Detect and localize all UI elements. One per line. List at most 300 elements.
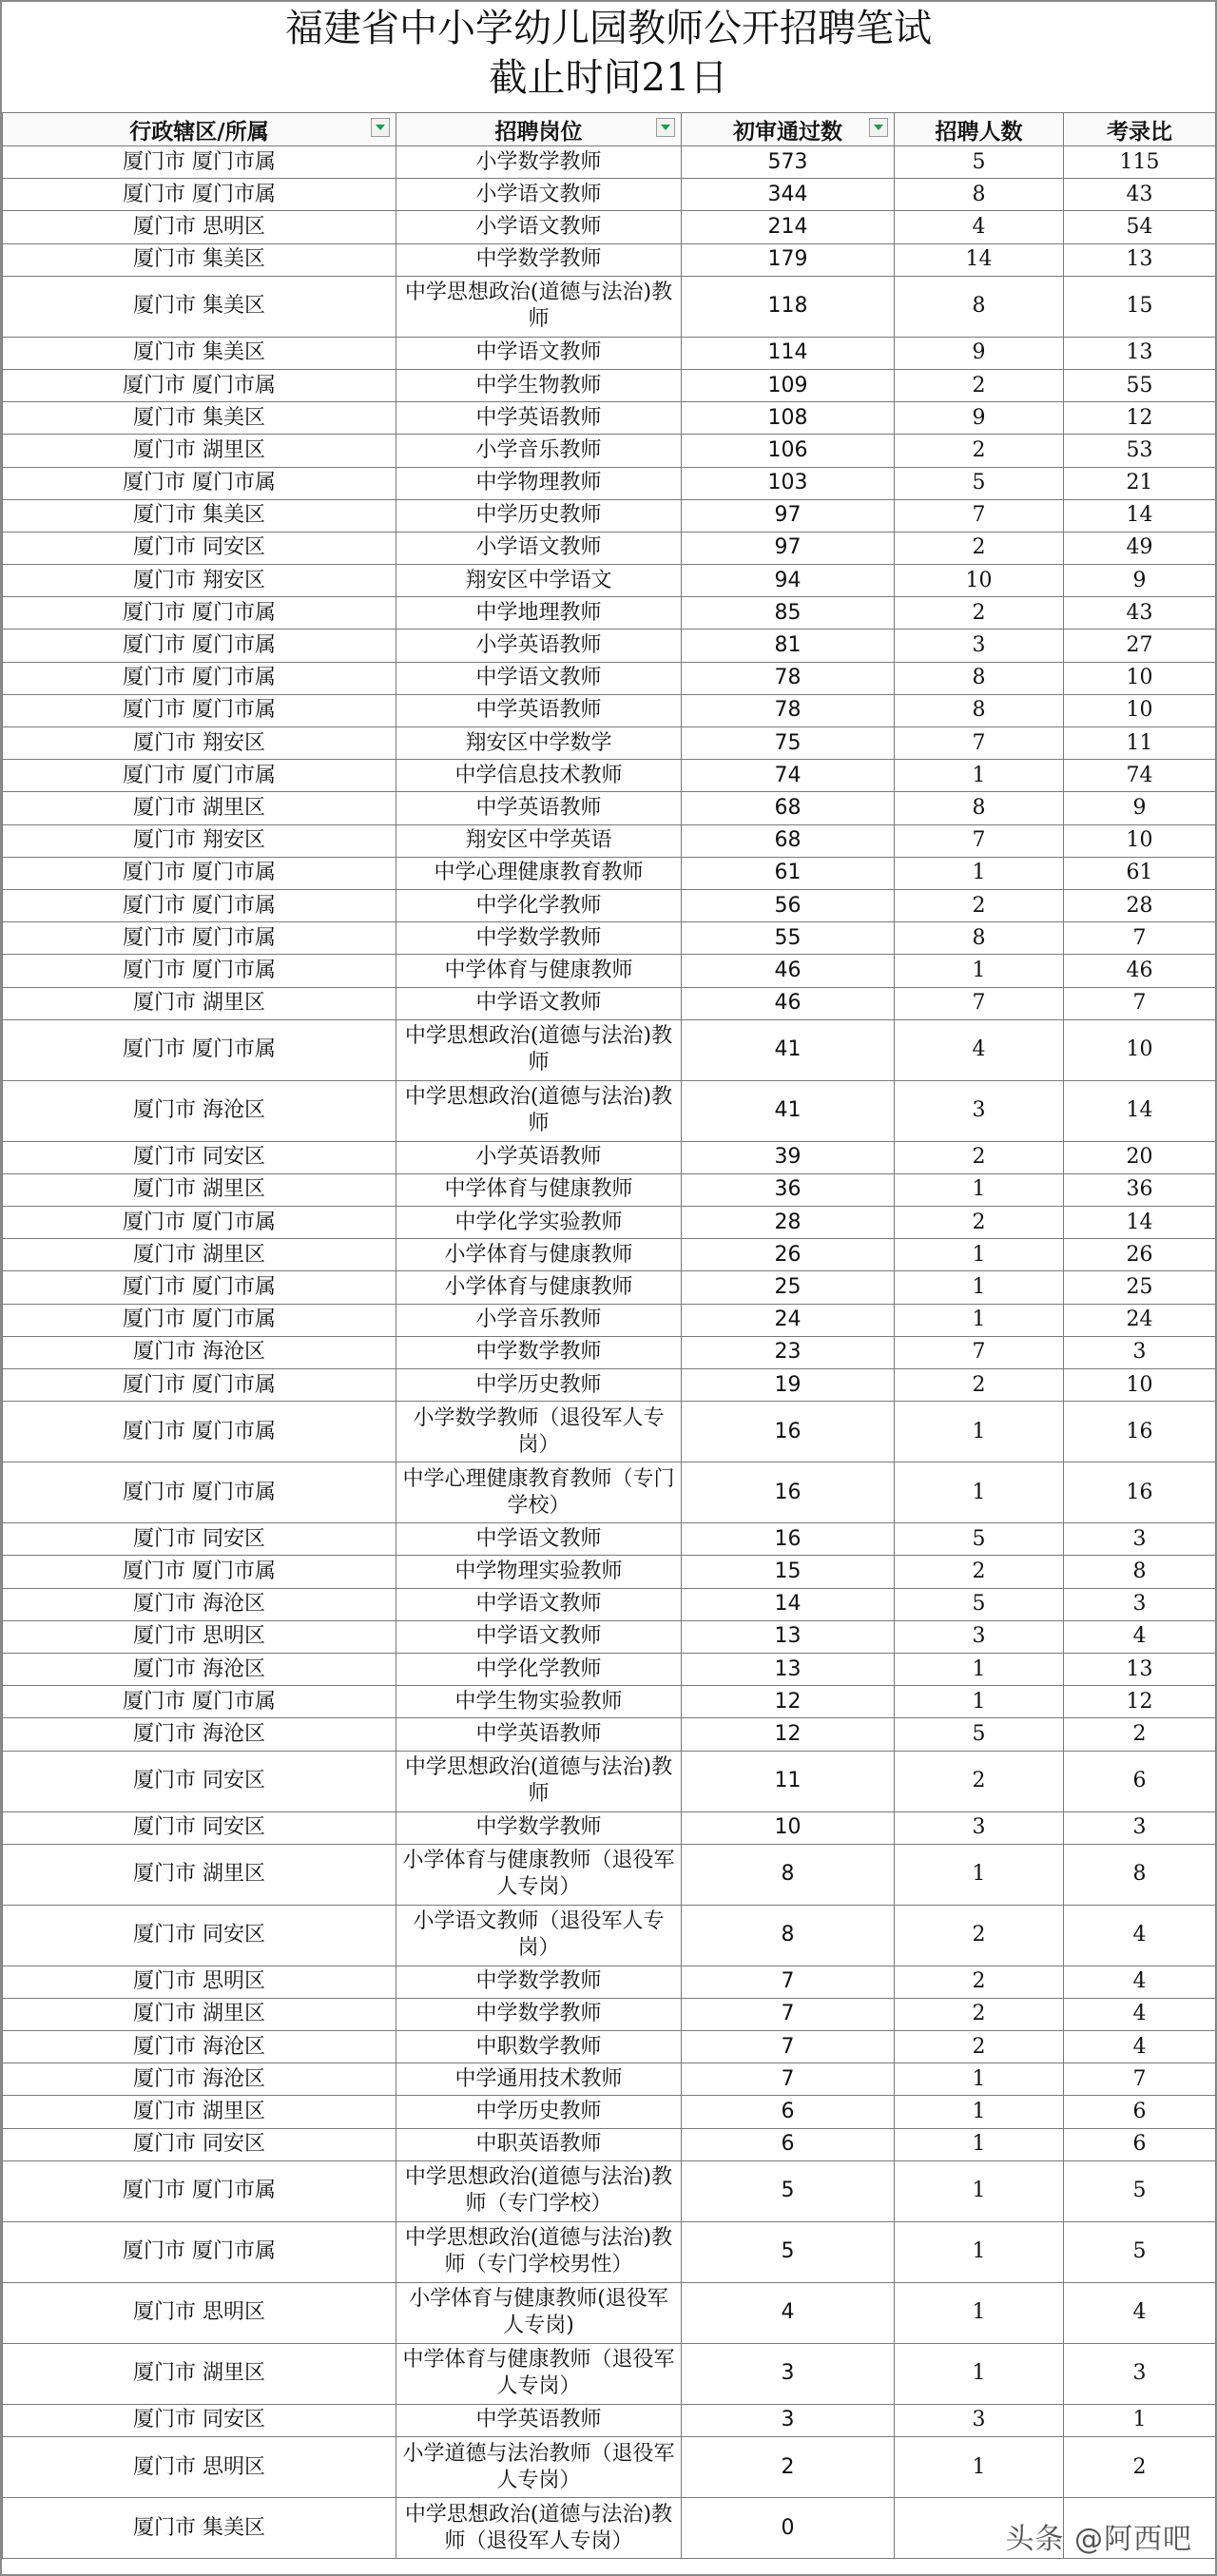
- cell-region[interactable]: 厦门市 集美区: [3, 243, 396, 276]
- cell-passed[interactable]: 61: [682, 857, 895, 889]
- cell-post[interactable]: 中学心理健康教育教师（专门学校）: [396, 1462, 682, 1523]
- cell-region[interactable]: 厦门市 湖里区: [3, 987, 396, 1019]
- cell-quota[interactable]: 1: [895, 857, 1064, 889]
- cell-ratio[interactable]: 36: [1064, 1173, 1216, 1206]
- cell-ratio[interactable]: 24: [1064, 1304, 1216, 1336]
- cell-region[interactable]: 厦门市 集美区: [3, 499, 396, 532]
- cell-ratio[interactable]: 46: [1064, 955, 1216, 987]
- cell-region[interactable]: 厦门市 厦门市属: [3, 146, 396, 179]
- cell-passed[interactable]: 97: [682, 532, 895, 564]
- cell-ratio[interactable]: 10: [1064, 662, 1216, 694]
- cell-passed[interactable]: 8: [682, 1844, 895, 1905]
- cell-quota[interactable]: 2: [895, 1905, 1064, 1966]
- cell-region[interactable]: 厦门市 厦门市属: [3, 597, 396, 629]
- cell-post[interactable]: 中学物理教师: [396, 467, 682, 499]
- cell-quota[interactable]: 2: [895, 1998, 1064, 2030]
- cell-ratio[interactable]: 9: [1064, 792, 1216, 824]
- cell-region[interactable]: 厦门市 翔安区: [3, 824, 396, 857]
- cell-passed[interactable]: 25: [682, 1271, 895, 1304]
- cell-quota[interactable]: 1: [895, 2160, 1064, 2221]
- cell-post[interactable]: 中学思想政治(道德与法治)教师（退役军人专岗）: [396, 2498, 682, 2559]
- cell-passed[interactable]: 10: [682, 1811, 895, 1844]
- cell-ratio[interactable]: 3: [1064, 1523, 1216, 1556]
- cell-post[interactable]: 中学化学教师: [396, 1653, 682, 1685]
- cell-quota[interactable]: 10: [895, 565, 1064, 597]
- cell-quota[interactable]: 5: [895, 146, 1064, 179]
- cell-passed[interactable]: 5: [682, 2160, 895, 2221]
- cell-passed[interactable]: 7: [682, 1998, 895, 2030]
- cell-post[interactable]: 中学英语教师: [396, 2404, 682, 2436]
- cell-ratio[interactable]: 16: [1064, 1462, 1216, 1523]
- cell-post[interactable]: 中学语文教师: [396, 987, 682, 1019]
- cell-passed[interactable]: 81: [682, 629, 895, 662]
- filter-dropdown-icon[interactable]: [656, 118, 675, 137]
- cell-ratio[interactable]: 12: [1064, 402, 1216, 435]
- cell-post[interactable]: 中学英语教师: [396, 1718, 682, 1751]
- cell-region[interactable]: 厦门市 同安区: [3, 2404, 396, 2436]
- cell-post[interactable]: 中学信息技术教师: [396, 760, 682, 792]
- cell-post[interactable]: 翔安区中学数学: [396, 727, 682, 760]
- cell-region[interactable]: 厦门市 湖里区: [3, 1998, 396, 2030]
- cell-region[interactable]: 厦门市 海沧区: [3, 1336, 396, 1368]
- cell-ratio[interactable]: 43: [1064, 179, 1216, 211]
- cell-ratio[interactable]: 10: [1064, 1019, 1216, 1080]
- cell-ratio[interactable]: 4: [1064, 2282, 1216, 2343]
- cell-passed[interactable]: 179: [682, 243, 895, 276]
- cell-quota[interactable]: 1: [895, 760, 1064, 792]
- cell-post[interactable]: 中学历史教师: [396, 499, 682, 532]
- cell-region[interactable]: 厦门市 湖里区: [3, 1173, 396, 1206]
- cell-ratio[interactable]: 115: [1064, 146, 1216, 179]
- cell-quota[interactable]: 9: [895, 337, 1064, 369]
- cell-post[interactable]: 小学语文教师: [396, 532, 682, 564]
- cell-quota[interactable]: 2: [895, 2031, 1064, 2063]
- cell-region[interactable]: 厦门市 海沧区: [3, 2063, 396, 2096]
- cell-quota[interactable]: 3: [895, 1620, 1064, 1653]
- filter-dropdown-icon[interactable]: [371, 118, 390, 137]
- cell-quota[interactable]: 3: [895, 629, 1064, 662]
- cell-quota[interactable]: 1: [895, 955, 1064, 987]
- cell-quota[interactable]: 14: [895, 243, 1064, 276]
- cell-ratio[interactable]: 28: [1064, 889, 1216, 921]
- cell-region[interactable]: 厦门市 同安区: [3, 1905, 396, 1966]
- cell-passed[interactable]: 15: [682, 1556, 895, 1588]
- cell-region[interactable]: 厦门市 厦门市属: [3, 1402, 396, 1462]
- cell-quota[interactable]: 2: [895, 1751, 1064, 1811]
- cell-region[interactable]: 厦门市 厦门市属: [3, 922, 396, 955]
- cell-ratio[interactable]: 13: [1064, 337, 1216, 369]
- cell-quota[interactable]: 2: [895, 369, 1064, 401]
- cell-ratio[interactable]: 9: [1064, 565, 1216, 597]
- cell-ratio[interactable]: 8: [1064, 1844, 1216, 1905]
- cell-post[interactable]: 小学数学教师: [396, 146, 682, 179]
- cell-region[interactable]: 厦门市 厦门市属: [3, 694, 396, 726]
- cell-quota[interactable]: 1: [895, 2128, 1064, 2160]
- cell-region[interactable]: 厦门市 湖里区: [3, 1844, 396, 1905]
- cell-ratio[interactable]: 7: [1064, 987, 1216, 1019]
- cell-ratio[interactable]: 7: [1064, 2063, 1216, 2096]
- cell-region[interactable]: 厦门市 思明区: [3, 2437, 396, 2498]
- cell-ratio[interactable]: 3: [1064, 1588, 1216, 1620]
- cell-quota[interactable]: 8: [895, 922, 1064, 955]
- cell-passed[interactable]: 13: [682, 1653, 895, 1685]
- cell-ratio[interactable]: 3: [1064, 1811, 1216, 1844]
- cell-ratio[interactable]: 2: [1064, 1718, 1216, 1751]
- cell-post[interactable]: 小学道德与法治教师（退役军人专岗）: [396, 2437, 682, 2498]
- cell-passed[interactable]: 6: [682, 2096, 895, 2128]
- cell-region[interactable]: 厦门市 厦门市属: [3, 1369, 396, 1402]
- cell-ratio[interactable]: 14: [1064, 1080, 1216, 1141]
- cell-region[interactable]: 厦门市 海沧区: [3, 1588, 396, 1620]
- cell-passed[interactable]: 78: [682, 694, 895, 726]
- cell-region[interactable]: 厦门市 厦门市属: [3, 760, 396, 792]
- cell-ratio[interactable]: 11: [1064, 727, 1216, 760]
- cell-ratio[interactable]: 4: [1064, 1905, 1216, 1966]
- cell-quota[interactable]: 7: [895, 824, 1064, 857]
- cell-passed[interactable]: 6: [682, 2128, 895, 2160]
- cell-region[interactable]: 厦门市 集美区: [3, 2498, 396, 2559]
- cell-passed[interactable]: 94: [682, 565, 895, 597]
- cell-region[interactable]: 厦门市 海沧区: [3, 1718, 396, 1751]
- cell-passed[interactable]: 214: [682, 211, 895, 243]
- cell-region[interactable]: 厦门市 厦门市属: [3, 629, 396, 662]
- cell-post[interactable]: 小学体育与健康教师（退役军人专岗）: [396, 1844, 682, 1905]
- cell-quota[interactable]: 7: [895, 987, 1064, 1019]
- cell-passed[interactable]: 55: [682, 922, 895, 955]
- cell-ratio[interactable]: 25: [1064, 1271, 1216, 1304]
- header-passed[interactable]: [682, 113, 895, 146]
- cell-ratio[interactable]: 26: [1064, 1239, 1216, 1271]
- cell-passed[interactable]: 68: [682, 824, 895, 857]
- cell-passed[interactable]: 12: [682, 1718, 895, 1751]
- cell-passed[interactable]: 28: [682, 1207, 895, 1239]
- cell-region[interactable]: 厦门市 同安区: [3, 2128, 396, 2160]
- cell-region[interactable]: 厦门市 同安区: [3, 1751, 396, 1811]
- cell-passed[interactable]: 24: [682, 1304, 895, 1336]
- cell-passed[interactable]: 344: [682, 179, 895, 211]
- cell-passed[interactable]: 16: [682, 1523, 895, 1556]
- cell-region[interactable]: 厦门市 厦门市属: [3, 2221, 396, 2282]
- cell-region[interactable]: 厦门市 厦门市属: [3, 467, 396, 499]
- cell-region[interactable]: 厦门市 同安区: [3, 1141, 396, 1173]
- cell-passed[interactable]: 41: [682, 1080, 895, 1141]
- cell-post[interactable]: 中学化学实验教师: [396, 1207, 682, 1239]
- cell-region[interactable]: 厦门市 厦门市属: [3, 2160, 396, 2221]
- cell-region[interactable]: 厦门市 海沧区: [3, 1653, 396, 1685]
- cell-ratio[interactable]: 55: [1064, 369, 1216, 401]
- cell-quota[interactable]: 1: [895, 1304, 1064, 1336]
- cell-ratio[interactable]: 14: [1064, 499, 1216, 532]
- cell-quota[interactable]: 8: [895, 792, 1064, 824]
- cell-quota[interactable]: 4: [895, 211, 1064, 243]
- cell-passed[interactable]: 108: [682, 402, 895, 435]
- cell-quota[interactable]: 5: [895, 1523, 1064, 1556]
- cell-post[interactable]: 中学语文教师: [396, 337, 682, 369]
- cell-passed[interactable]: 11: [682, 1751, 895, 1811]
- cell-passed[interactable]: 5: [682, 2221, 895, 2282]
- cell-quota[interactable]: 1: [895, 1239, 1064, 1271]
- cell-ratio[interactable]: 10: [1064, 694, 1216, 726]
- cell-passed[interactable]: 41: [682, 1019, 895, 1080]
- cell-post[interactable]: 中学体育与健康教师: [396, 1173, 682, 1206]
- cell-post[interactable]: 中学思想政治(道德与法治)教师（专门学校）: [396, 2160, 682, 2221]
- cell-passed[interactable]: 103: [682, 467, 895, 499]
- cell-passed[interactable]: 4: [682, 2282, 895, 2343]
- cell-quota[interactable]: 8: [895, 276, 1064, 337]
- cell-quota[interactable]: 1: [895, 2437, 1064, 2498]
- cell-quota[interactable]: 4: [895, 1019, 1064, 1080]
- cell-passed[interactable]: 7: [682, 2063, 895, 2096]
- cell-ratio[interactable]: 14: [1064, 1207, 1216, 1239]
- cell-region[interactable]: 厦门市 海沧区: [3, 1080, 396, 1141]
- cell-quota[interactable]: 2: [895, 1369, 1064, 1402]
- cell-post[interactable]: 中学数学教师: [396, 922, 682, 955]
- cell-region[interactable]: 厦门市 集美区: [3, 337, 396, 369]
- cell-post[interactable]: 中学语文教师: [396, 1588, 682, 1620]
- header-post[interactable]: [396, 113, 682, 146]
- cell-quota[interactable]: 3: [895, 1811, 1064, 1844]
- cell-post[interactable]: 中学地理教师: [396, 597, 682, 629]
- cell-quota[interactable]: 8: [895, 179, 1064, 211]
- cell-ratio[interactable]: 10: [1064, 1369, 1216, 1402]
- cell-ratio[interactable]: 15: [1064, 276, 1216, 337]
- cell-passed[interactable]: 0: [682, 2498, 895, 2559]
- cell-post[interactable]: 中职英语教师: [396, 2128, 682, 2160]
- cell-passed[interactable]: 85: [682, 597, 895, 629]
- filter-dropdown-icon[interactable]: [869, 118, 888, 137]
- cell-ratio[interactable]: 6: [1064, 2128, 1216, 2160]
- cell-passed[interactable]: 75: [682, 727, 895, 760]
- cell-region[interactable]: 厦门市 思明区: [3, 2282, 396, 2343]
- cell-quota[interactable]: 3: [895, 1080, 1064, 1141]
- cell-quota[interactable]: 1: [895, 2221, 1064, 2282]
- cell-ratio[interactable]: 1: [1064, 2404, 1216, 2436]
- cell-passed[interactable]: 2: [682, 2437, 895, 2498]
- cell-post[interactable]: 小学体育与健康教师: [396, 1271, 682, 1304]
- cell-ratio[interactable]: 8: [1064, 1556, 1216, 1588]
- cell-quota[interactable]: 1: [895, 1173, 1064, 1206]
- cell-quota[interactable]: 1: [895, 1402, 1064, 1462]
- cell-region[interactable]: 厦门市 厦门市属: [3, 1019, 396, 1080]
- cell-region[interactable]: 厦门市 翔安区: [3, 727, 396, 760]
- cell-quota[interactable]: 1: [895, 1271, 1064, 1304]
- cell-region[interactable]: 厦门市 厦门市属: [3, 662, 396, 694]
- cell-ratio[interactable]: 6: [1064, 2096, 1216, 2128]
- cell-region[interactable]: 厦门市 湖里区: [3, 1239, 396, 1271]
- cell-post[interactable]: 小学数学教师（退役军人专岗）: [396, 1402, 682, 1462]
- cell-quota[interactable]: 9: [895, 402, 1064, 435]
- cell-post[interactable]: 中学化学教师: [396, 889, 682, 921]
- cell-ratio[interactable]: 6: [1064, 1751, 1216, 1811]
- cell-passed[interactable]: 8: [682, 1905, 895, 1966]
- cell-quota[interactable]: 2: [895, 889, 1064, 921]
- cell-ratio[interactable]: 53: [1064, 435, 1216, 467]
- cell-region[interactable]: 厦门市 厦门市属: [3, 955, 396, 987]
- cell-post[interactable]: 小学体育与健康教师(退役军人专岗): [396, 2282, 682, 2343]
- cell-ratio[interactable]: 49: [1064, 532, 1216, 564]
- cell-post[interactable]: 中学数学教师: [396, 243, 682, 276]
- cell-passed[interactable]: 16: [682, 1462, 895, 1523]
- cell-quota[interactable]: 5: [895, 1588, 1064, 1620]
- cell-region[interactable]: 厦门市 集美区: [3, 276, 396, 337]
- cell-quota[interactable]: 2: [895, 532, 1064, 564]
- cell-post[interactable]: 中学体育与健康教师: [396, 955, 682, 987]
- cell-post[interactable]: 中学语文教师: [396, 662, 682, 694]
- cell-post[interactable]: 小学英语教师: [396, 629, 682, 662]
- cell-post[interactable]: 中学数学教师: [396, 1811, 682, 1844]
- cell-passed[interactable]: 23: [682, 1336, 895, 1368]
- cell-ratio[interactable]: 43: [1064, 597, 1216, 629]
- cell-post[interactable]: 小学语文教师: [396, 179, 682, 211]
- cell-region[interactable]: 厦门市 厦门市属: [3, 1304, 396, 1336]
- cell-ratio[interactable]: 4: [1064, 2031, 1216, 2063]
- cell-passed[interactable]: 3: [682, 2404, 895, 2436]
- cell-passed[interactable]: 16: [682, 1402, 895, 1462]
- cell-post[interactable]: 中学历史教师: [396, 1369, 682, 1402]
- cell-passed[interactable]: 106: [682, 435, 895, 467]
- cell-passed[interactable]: 46: [682, 955, 895, 987]
- cell-region[interactable]: 厦门市 厦门市属: [3, 1686, 396, 1718]
- cell-post[interactable]: 中学历史教师: [396, 2096, 682, 2128]
- cell-post[interactable]: 中学通用技术教师: [396, 2063, 682, 2096]
- cell-passed[interactable]: 97: [682, 499, 895, 532]
- cell-passed[interactable]: 39: [682, 1141, 895, 1173]
- cell-passed[interactable]: 7: [682, 1966, 895, 1998]
- cell-ratio[interactable]: 12: [1064, 1686, 1216, 1718]
- cell-passed[interactable]: 3: [682, 2343, 895, 2404]
- cell-passed[interactable]: 114: [682, 337, 895, 369]
- cell-ratio[interactable]: 21: [1064, 467, 1216, 499]
- cell-post[interactable]: 中学思想政治(道德与法治)教师: [396, 1080, 682, 1141]
- cell-ratio[interactable]: 61: [1064, 857, 1216, 889]
- cell-post[interactable]: 中学思想政治(道德与法治)教师: [396, 276, 682, 337]
- cell-quota[interactable]: 2: [895, 435, 1064, 467]
- cell-post[interactable]: 中学数学教师: [396, 1966, 682, 1998]
- cell-post[interactable]: 小学语文教师: [396, 211, 682, 243]
- cell-ratio[interactable]: 4: [1064, 1998, 1216, 2030]
- cell-region[interactable]: 厦门市 厦门市属: [3, 179, 396, 211]
- cell-ratio[interactable]: 27: [1064, 629, 1216, 662]
- cell-quota[interactable]: 5: [895, 1718, 1064, 1751]
- cell-post[interactable]: 中学生物实验教师: [396, 1686, 682, 1718]
- cell-region[interactable]: 厦门市 湖里区: [3, 2096, 396, 2128]
- cell-ratio[interactable]: 3: [1064, 1336, 1216, 1368]
- cell-passed[interactable]: 78: [682, 662, 895, 694]
- cell-post[interactable]: 中学心理健康教育教师: [396, 857, 682, 889]
- cell-quota[interactable]: 7: [895, 1336, 1064, 1368]
- cell-ratio[interactable]: 3: [1064, 2343, 1216, 2404]
- cell-post[interactable]: 中学英语教师: [396, 694, 682, 726]
- cell-quota[interactable]: 1: [895, 2063, 1064, 2096]
- cell-post[interactable]: 中学英语教师: [396, 792, 682, 824]
- cell-quota[interactable]: 1: [895, 1844, 1064, 1905]
- cell-quota[interactable]: 1: [895, 2343, 1064, 2404]
- cell-region[interactable]: 厦门市 湖里区: [3, 792, 396, 824]
- cell-region[interactable]: 厦门市 厦门市属: [3, 1462, 396, 1523]
- cell-ratio[interactable]: 4: [1064, 1966, 1216, 1998]
- cell-region[interactable]: 厦门市 湖里区: [3, 435, 396, 467]
- cell-passed[interactable]: 118: [682, 276, 895, 337]
- cell-quota[interactable]: 1: [895, 2096, 1064, 2128]
- cell-region[interactable]: 厦门市 厦门市属: [3, 1556, 396, 1588]
- cell-passed[interactable]: 74: [682, 760, 895, 792]
- cell-post[interactable]: 中学生物教师: [396, 369, 682, 401]
- cell-ratio[interactable]: 13: [1064, 243, 1216, 276]
- cell-quota[interactable]: 8: [895, 662, 1064, 694]
- cell-quota[interactable]: 2: [895, 597, 1064, 629]
- cell-quota[interactable]: 1: [895, 2282, 1064, 2343]
- cell-region[interactable]: 厦门市 集美区: [3, 402, 396, 435]
- cell-quota[interactable]: 5: [895, 467, 1064, 499]
- cell-post[interactable]: 中学思想政治(道德与法治)教师: [396, 1019, 682, 1080]
- cell-ratio[interactable]: 16: [1064, 1402, 1216, 1462]
- cell-post[interactable]: 中学物理实验教师: [396, 1556, 682, 1588]
- cell-ratio[interactable]: 4: [1064, 1620, 1216, 1653]
- cell-passed[interactable]: 36: [682, 1173, 895, 1206]
- cell-quota[interactable]: 2: [895, 1207, 1064, 1239]
- cell-region[interactable]: 厦门市 湖里区: [3, 2343, 396, 2404]
- cell-ratio[interactable]: 2: [1064, 2437, 1216, 2498]
- cell-passed[interactable]: 19: [682, 1369, 895, 1402]
- cell-quota[interactable]: 3: [895, 2404, 1064, 2436]
- cell-passed[interactable]: 68: [682, 792, 895, 824]
- cell-passed[interactable]: 7: [682, 2031, 895, 2063]
- cell-region[interactable]: 厦门市 厦门市属: [3, 1207, 396, 1239]
- cell-quota[interactable]: 2: [895, 1556, 1064, 1588]
- cell-quota[interactable]: 1: [895, 1686, 1064, 1718]
- cell-region[interactable]: 厦门市 同安区: [3, 1523, 396, 1556]
- cell-quota[interactable]: 2: [895, 1141, 1064, 1173]
- cell-post[interactable]: 小学语文教师（退役军人专岗）: [396, 1905, 682, 1966]
- cell-quota[interactable]: 7: [895, 727, 1064, 760]
- cell-region[interactable]: 厦门市 思明区: [3, 1966, 396, 1998]
- cell-passed[interactable]: 109: [682, 369, 895, 401]
- header-region[interactable]: [3, 113, 396, 146]
- cell-post[interactable]: 中学语文教师: [396, 1620, 682, 1653]
- cell-post[interactable]: 中学英语教师: [396, 402, 682, 435]
- cell-ratio[interactable]: 5: [1064, 2221, 1216, 2282]
- cell-post[interactable]: 中学体育与健康教师（退役军人专岗）: [396, 2343, 682, 2404]
- cell-ratio[interactable]: 20: [1064, 1141, 1216, 1173]
- cell-passed[interactable]: 12: [682, 1686, 895, 1718]
- cell-post[interactable]: 中职数学教师: [396, 2031, 682, 2063]
- cell-ratio[interactable]: 54: [1064, 211, 1216, 243]
- cell-passed[interactable]: 46: [682, 987, 895, 1019]
- cell-post[interactable]: 小学音乐教师: [396, 435, 682, 467]
- cell-post[interactable]: 中学数学教师: [396, 1998, 682, 2030]
- cell-post[interactable]: 中学思想政治(道德与法治)教师: [396, 1751, 682, 1811]
- cell-ratio[interactable]: 10: [1064, 824, 1216, 857]
- cell-region[interactable]: 厦门市 厦门市属: [3, 1271, 396, 1304]
- cell-ratio[interactable]: 7: [1064, 922, 1216, 955]
- cell-passed[interactable]: 573: [682, 146, 895, 179]
- cell-post[interactable]: 中学语文教师: [396, 1523, 682, 1556]
- cell-post[interactable]: 翔安区中学语文: [396, 565, 682, 597]
- cell-region[interactable]: 厦门市 同安区: [3, 1811, 396, 1844]
- cell-passed[interactable]: 26: [682, 1239, 895, 1271]
- cell-quota[interactable]: 1: [895, 1653, 1064, 1685]
- cell-post[interactable]: 小学体育与健康教师: [396, 1239, 682, 1271]
- cell-post[interactable]: 翔安区中学英语: [396, 824, 682, 857]
- cell-region[interactable]: 厦门市 厦门市属: [3, 369, 396, 401]
- cell-region[interactable]: 厦门市 思明区: [3, 1620, 396, 1653]
- cell-region[interactable]: 厦门市 同安区: [3, 532, 396, 564]
- cell-passed[interactable]: 13: [682, 1620, 895, 1653]
- cell-region[interactable]: 厦门市 思明区: [3, 211, 396, 243]
- cell-ratio[interactable]: 5: [1064, 2160, 1216, 2221]
- cell-region[interactable]: 厦门市 翔安区: [3, 565, 396, 597]
- cell-passed[interactable]: 14: [682, 1588, 895, 1620]
